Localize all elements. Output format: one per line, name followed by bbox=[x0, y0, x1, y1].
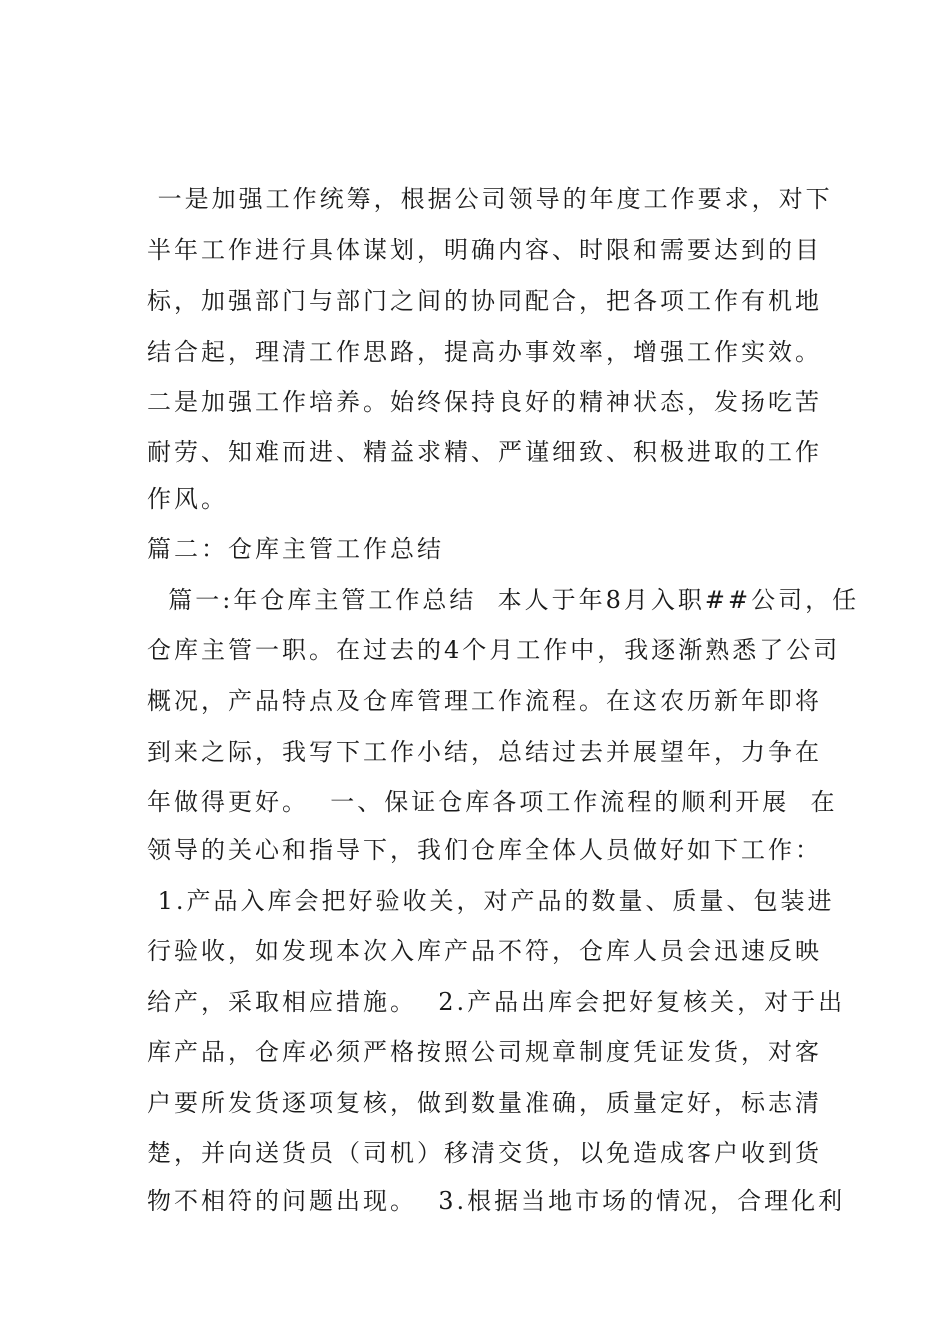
text-line: 作风。 bbox=[147, 485, 228, 513]
section-heading: 篇二：仓库主管工作总结 bbox=[147, 535, 444, 563]
text-line: 1.产品入库会把好验收关，对产品的数量、质量、包装进 bbox=[147, 887, 835, 915]
text-line: 概况，产品特点及仓库管理工作流程。在这农历新年即将 bbox=[147, 687, 822, 715]
text-line: 一是加强工作统筹，根据公司领导的年度工作要求，对下 bbox=[147, 185, 833, 213]
text-line: 领导的关心和指导下，我们仓库全体人员做好如下工作： bbox=[147, 836, 822, 864]
text-line: 结合起，理清工作思路，提高办事效率，增强工作实效。 bbox=[147, 338, 822, 366]
text-line: 耐劳、知难而进、精益求精、严谨细致、积极进取的工作 bbox=[147, 438, 822, 466]
text-line: 篇一:年仓库主管工作总结 本人于年8月入职##公司，任 bbox=[147, 586, 860, 614]
text-line: 物不相符的问题出现。 3.根据当地市场的情况，合理化利 bbox=[147, 1187, 846, 1215]
text-line: 行验收，如发现本次入库产品不符，仓库人员会迅速反映 bbox=[147, 937, 822, 965]
text-line: 户要所发货逐项复核，做到数量准确，质量定好，标志清 bbox=[147, 1089, 822, 1117]
text-line: 年做得更好。 一、保证仓库各项工作流程的顺利开展 在 bbox=[147, 788, 838, 816]
text-line: 楚，并向送货员（司机）移清交货，以免造成客户收到货 bbox=[147, 1139, 822, 1167]
text-line: 库产品，仓库必须严格按照公司规章制度凭证发货，对客 bbox=[147, 1038, 822, 1066]
text-line: 给产，采取相应措施。 2.产品出库会把好复核关，对于出 bbox=[147, 988, 846, 1016]
text-line: 仓库主管一职。在过去的4个月工作中，我逐渐熟悉了公司 bbox=[147, 636, 841, 664]
text-line: 半年工作进行具体谋划，明确内容、时限和需要达到的目 bbox=[147, 236, 822, 264]
text-line: 到来之际，我写下工作小结，总结过去并展望年，力争在 bbox=[147, 738, 822, 766]
text-line: 标，加强部门与部门之间的协同配合，把各项工作有机地 bbox=[147, 287, 822, 315]
text-line: 二是加强工作培养。始终保持良好的精神状态，发扬吃苦 bbox=[147, 388, 822, 416]
